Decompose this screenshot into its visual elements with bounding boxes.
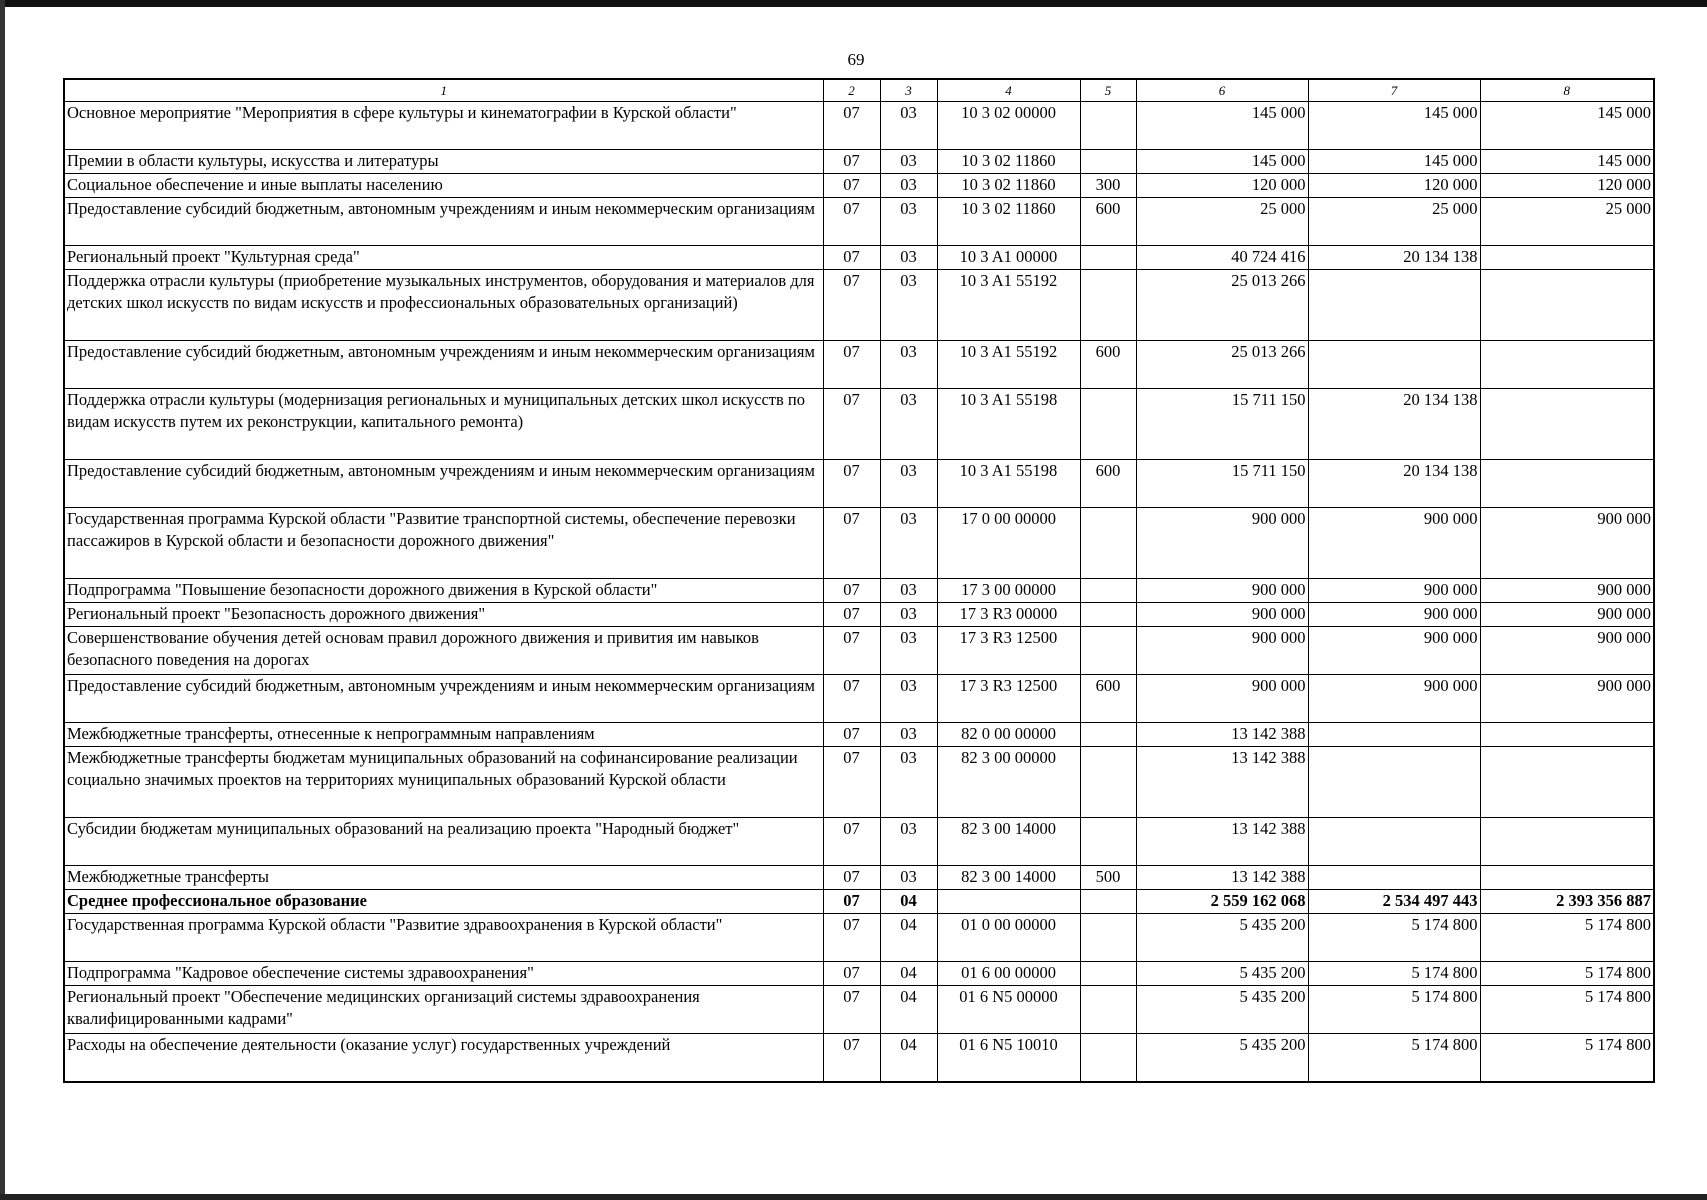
table-row (64, 603, 1654, 627)
expense-type-code (1080, 914, 1136, 962)
subsection-code: 04 (880, 986, 937, 1034)
table-row (64, 508, 1654, 579)
target-article-code: 10 3 A1 55198 (937, 389, 1080, 460)
subsection-code: 03 (880, 198, 937, 246)
expense-type-code (1080, 747, 1136, 818)
section-code: 07 (823, 675, 880, 723)
section-code: 07 (823, 246, 880, 270)
expense-type-code (1080, 579, 1136, 603)
page-number: 69 (847, 50, 865, 69)
row-name: Региональный проект "Обеспечение медицинских организаций системы здравоохранения квалифицированными кадрами" (64, 986, 823, 1034)
row-name: Основное мероприятие "Мероприятия в сфере культуры и кинематографии в Курской области" (64, 102, 823, 150)
subsection-code: 03 (880, 341, 937, 389)
column-header: 6 (1136, 79, 1308, 102)
section-code: 07 (823, 866, 880, 890)
target-article-code: 82 3 00 14000 (937, 818, 1080, 866)
row-name: Межбюджетные трансферты (64, 866, 823, 890)
section-code: 07 (823, 579, 880, 603)
table-row (64, 962, 1654, 986)
amount-col-6: 900 000 (1136, 508, 1308, 579)
target-article-code: 17 0 00 00000 (937, 508, 1080, 579)
subsection-code: 03 (880, 675, 937, 723)
section-code: 07 (823, 723, 880, 747)
section-code: 07 (823, 389, 880, 460)
section-code: 07 (823, 603, 880, 627)
expense-type-code: 500 (1080, 866, 1136, 890)
row-name: Государственная программа Курской области "Развитие транспортной системы, обеспечение перевозки пассажиров в Курской области и безопасности дорожного движения" (64, 508, 823, 579)
target-article-code: 10 3 A1 55198 (937, 460, 1080, 508)
expense-type-code (1080, 270, 1136, 341)
table-row (64, 270, 1654, 341)
target-article-code: 10 3 02 11860 (937, 174, 1080, 198)
expense-type-code (1080, 150, 1136, 174)
target-article-code: 17 3 00 00000 (937, 579, 1080, 603)
amount-col-6: 5 435 200 (1136, 986, 1308, 1034)
expense-type-code (1080, 1034, 1136, 1082)
amount-col-7 (1308, 723, 1480, 747)
section-code: 07 (823, 962, 880, 986)
row-name: Межбюджетные трансферты, отнесенные к непрограммным направлениям (64, 723, 823, 747)
subsection-code: 03 (880, 723, 937, 747)
target-article-code: 01 6 N5 00000 (937, 986, 1080, 1034)
amount-col-6: 900 000 (1136, 627, 1308, 675)
expense-type-code (1080, 627, 1136, 675)
row-name: Подпрограмма "Кадровое обеспечение системы здравоохранения" (64, 962, 823, 986)
amount-col-7: 145 000 (1308, 102, 1480, 150)
table-row (64, 246, 1654, 270)
amount-col-6: 13 142 388 (1136, 747, 1308, 818)
target-article-code: 17 3 R3 12500 (937, 675, 1080, 723)
column-header: 8 (1480, 79, 1654, 102)
row-name: Межбюджетные трансферты бюджетам муниципальных образований на софинансирование реализации социально значимых проектов на территориях муниципальных образований Курской области (64, 747, 823, 818)
expense-type-code (1080, 508, 1136, 579)
scan-border-left (0, 0, 5, 1200)
amount-col-7 (1308, 818, 1480, 866)
amount-col-7: 5 174 800 (1308, 1034, 1480, 1082)
amount-col-8 (1480, 866, 1654, 890)
amount-col-7: 900 000 (1308, 508, 1480, 579)
column-header: 5 (1080, 79, 1136, 102)
target-article-code: 01 6 N5 10010 (937, 1034, 1080, 1082)
table-row (64, 723, 1654, 747)
column-header: 2 (823, 79, 880, 102)
amount-col-6: 5 435 200 (1136, 962, 1308, 986)
amount-col-6: 900 000 (1136, 675, 1308, 723)
column-header: 3 (880, 79, 937, 102)
amount-col-7 (1308, 270, 1480, 341)
amount-col-8: 900 000 (1480, 508, 1654, 579)
subsection-code: 04 (880, 962, 937, 986)
amount-col-6: 25 013 266 (1136, 270, 1308, 341)
amount-col-6: 5 435 200 (1136, 914, 1308, 962)
scan-border-top (0, 0, 1707, 7)
amount-col-8: 5 174 800 (1480, 914, 1654, 962)
table-row (64, 460, 1654, 508)
table-row (64, 914, 1654, 962)
amount-col-7: 5 174 800 (1308, 962, 1480, 986)
row-name: Совершенствование обучения детей основам правил дорожного движения и привития им навыков безопасного поведения на дорогах (64, 627, 823, 675)
expense-type-code (1080, 246, 1136, 270)
amount-col-7: 900 000 (1308, 579, 1480, 603)
expense-type-code (1080, 723, 1136, 747)
row-name: Социальное обеспечение и иные выплаты населению (64, 174, 823, 198)
amount-col-6: 120 000 (1136, 174, 1308, 198)
table-row (64, 341, 1654, 389)
row-name: Подпрограмма "Повышение безопасности дорожного движения в Курской области" (64, 579, 823, 603)
amount-col-8: 5 174 800 (1480, 986, 1654, 1034)
amount-col-7: 2 534 497 443 (1308, 890, 1480, 914)
row-name: Региональный проект "Культурная среда" (64, 246, 823, 270)
target-article-code (937, 890, 1080, 914)
table-row (64, 150, 1654, 174)
subsection-code: 03 (880, 579, 937, 603)
amount-col-6: 900 000 (1136, 579, 1308, 603)
expense-type-code: 300 (1080, 174, 1136, 198)
subsection-code: 03 (880, 627, 937, 675)
expense-type-code: 600 (1080, 460, 1136, 508)
subsection-code: 04 (880, 1034, 937, 1082)
amount-col-8: 145 000 (1480, 150, 1654, 174)
column-number-row (64, 79, 1654, 102)
table-row (64, 818, 1654, 866)
table-row (64, 890, 1654, 914)
amount-col-7: 20 134 138 (1308, 389, 1480, 460)
section-code: 07 (823, 747, 880, 818)
amount-col-6: 13 142 388 (1136, 723, 1308, 747)
target-article-code: 82 3 00 00000 (937, 747, 1080, 818)
amount-col-7: 25 000 (1308, 198, 1480, 246)
amount-col-6: 40 724 416 (1136, 246, 1308, 270)
row-name: Предоставление субсидий бюджетным, автономным учреждениям и иным некоммерческим организациям (64, 460, 823, 508)
row-name: Среднее профессиональное образование (64, 890, 823, 914)
target-article-code: 17 3 R3 00000 (937, 603, 1080, 627)
amount-col-7: 900 000 (1308, 603, 1480, 627)
amount-col-8: 5 174 800 (1480, 1034, 1654, 1082)
expense-type-code (1080, 986, 1136, 1034)
subsection-code: 03 (880, 174, 937, 198)
subsection-code: 03 (880, 818, 937, 866)
target-article-code: 10 3 A1 55192 (937, 270, 1080, 341)
amount-col-8 (1480, 246, 1654, 270)
table-row (64, 675, 1654, 723)
table-row (64, 866, 1654, 890)
section-code: 07 (823, 627, 880, 675)
target-article-code: 10 3 A1 00000 (937, 246, 1080, 270)
amount-col-8 (1480, 341, 1654, 389)
amount-col-6: 15 711 150 (1136, 389, 1308, 460)
amount-col-8 (1480, 270, 1654, 341)
target-article-code: 82 3 00 14000 (937, 866, 1080, 890)
table-row (64, 627, 1654, 675)
table-body (64, 102, 1654, 1082)
table-row (64, 579, 1654, 603)
row-name: Предоставление субсидий бюджетным, автономным учреждениям и иным некоммерческим организациям (64, 341, 823, 389)
expense-type-code (1080, 389, 1136, 460)
table-row (64, 198, 1654, 246)
amount-col-8 (1480, 723, 1654, 747)
column-header: 1 (64, 79, 823, 102)
amount-col-6: 2 559 162 068 (1136, 890, 1308, 914)
amount-col-7 (1308, 866, 1480, 890)
amount-col-8: 2 393 356 887 (1480, 890, 1654, 914)
section-code: 07 (823, 198, 880, 246)
amount-col-8 (1480, 747, 1654, 818)
amount-col-6: 25 000 (1136, 198, 1308, 246)
table-row (64, 389, 1654, 460)
amount-col-8: 900 000 (1480, 627, 1654, 675)
subsection-code: 03 (880, 150, 937, 174)
target-article-code: 17 3 R3 12500 (937, 627, 1080, 675)
section-code: 07 (823, 508, 880, 579)
amount-col-8 (1480, 460, 1654, 508)
amount-col-8: 5 174 800 (1480, 962, 1654, 986)
section-code: 07 (823, 150, 880, 174)
table-row (64, 174, 1654, 198)
section-code: 07 (823, 341, 880, 389)
amount-col-8 (1480, 389, 1654, 460)
expense-type-code (1080, 102, 1136, 150)
target-article-code: 82 0 00 00000 (937, 723, 1080, 747)
subsection-code: 03 (880, 270, 937, 341)
row-name: Премии в области культуры, искусства и литературы (64, 150, 823, 174)
amount-col-6: 5 435 200 (1136, 1034, 1308, 1082)
amount-col-6: 13 142 388 (1136, 818, 1308, 866)
column-header: 7 (1308, 79, 1480, 102)
section-code: 07 (823, 986, 880, 1034)
section-code: 07 (823, 1034, 880, 1082)
amount-col-8: 145 000 (1480, 102, 1654, 150)
section-code: 07 (823, 270, 880, 341)
subsection-code: 03 (880, 460, 937, 508)
amount-col-6: 13 142 388 (1136, 866, 1308, 890)
amount-col-7: 900 000 (1308, 675, 1480, 723)
subsection-code: 04 (880, 914, 937, 962)
amount-col-7 (1308, 341, 1480, 389)
subsection-code: 03 (880, 508, 937, 579)
subsection-code: 03 (880, 102, 937, 150)
section-code: 07 (823, 818, 880, 866)
row-name: Поддержка отрасли культуры (приобретение музыкальных инструментов, оборудования и материалов для детских школ искусств по видам искусств и профессиональных образовательных организаций) (64, 270, 823, 341)
section-code: 07 (823, 914, 880, 962)
row-name: Предоставление субсидий бюджетным, автономным учреждениям и иным некоммерческим организациям (64, 198, 823, 246)
amount-col-6: 15 711 150 (1136, 460, 1308, 508)
amount-col-6: 145 000 (1136, 150, 1308, 174)
row-name: Региональный проект "Безопасность дорожного движения" (64, 603, 823, 627)
section-code: 07 (823, 890, 880, 914)
amount-col-8: 120 000 (1480, 174, 1654, 198)
table-row (64, 102, 1654, 150)
subsection-code: 03 (880, 603, 937, 627)
table-row (64, 986, 1654, 1034)
amount-col-8: 25 000 (1480, 198, 1654, 246)
amount-col-7 (1308, 747, 1480, 818)
table-row (64, 747, 1654, 818)
amount-col-8 (1480, 818, 1654, 866)
budget-table (63, 78, 1655, 1083)
amount-col-7: 5 174 800 (1308, 914, 1480, 962)
subsection-code: 03 (880, 389, 937, 460)
target-article-code: 10 3 02 11860 (937, 150, 1080, 174)
row-name: Поддержка отрасли культуры (модернизация региональных и муниципальных детских школ искусств по видам искусств путем их реконструкции, капитального ремонта) (64, 389, 823, 460)
amount-col-8: 900 000 (1480, 675, 1654, 723)
section-code: 07 (823, 460, 880, 508)
scan-border-bottom (0, 1194, 1707, 1200)
target-article-code: 01 6 00 00000 (937, 962, 1080, 986)
row-name: Субсидии бюджетам муниципальных образований на реализацию проекта "Народный бюджет" (64, 818, 823, 866)
amount-col-6: 25 013 266 (1136, 341, 1308, 389)
column-header: 4 (937, 79, 1080, 102)
expense-type-code: 600 (1080, 675, 1136, 723)
subsection-code: 03 (880, 246, 937, 270)
amount-col-7: 20 134 138 (1308, 246, 1480, 270)
expense-type-code: 600 (1080, 341, 1136, 389)
amount-col-6: 900 000 (1136, 603, 1308, 627)
row-name: Государственная программа Курской области "Развитие здравоохранения в Курской области" (64, 914, 823, 962)
amount-col-6: 145 000 (1136, 102, 1308, 150)
expense-type-code (1080, 962, 1136, 986)
target-article-code: 10 3 02 11860 (937, 198, 1080, 246)
expense-type-code: 600 (1080, 198, 1136, 246)
amount-col-7: 120 000 (1308, 174, 1480, 198)
section-code: 07 (823, 102, 880, 150)
target-article-code: 10 3 02 00000 (937, 102, 1080, 150)
expense-type-code (1080, 818, 1136, 866)
amount-col-7: 900 000 (1308, 627, 1480, 675)
target-article-code: 01 0 00 00000 (937, 914, 1080, 962)
amount-col-8: 900 000 (1480, 579, 1654, 603)
target-article-code: 10 3 A1 55192 (937, 341, 1080, 389)
subsection-code: 03 (880, 747, 937, 818)
row-name: Расходы на обеспечение деятельности (оказание услуг) государственных учреждений (64, 1034, 823, 1082)
subsection-code: 04 (880, 890, 937, 914)
subsection-code: 03 (880, 866, 937, 890)
section-code: 07 (823, 174, 880, 198)
amount-col-7: 5 174 800 (1308, 986, 1480, 1034)
expense-type-code (1080, 603, 1136, 627)
row-name: Предоставление субсидий бюджетным, автономным учреждениям и иным некоммерческим организациям (64, 675, 823, 723)
expense-type-code (1080, 890, 1136, 914)
amount-col-7: 20 134 138 (1308, 460, 1480, 508)
table-row (64, 1034, 1654, 1082)
amount-col-7: 145 000 (1308, 150, 1480, 174)
amount-col-8: 900 000 (1480, 603, 1654, 627)
